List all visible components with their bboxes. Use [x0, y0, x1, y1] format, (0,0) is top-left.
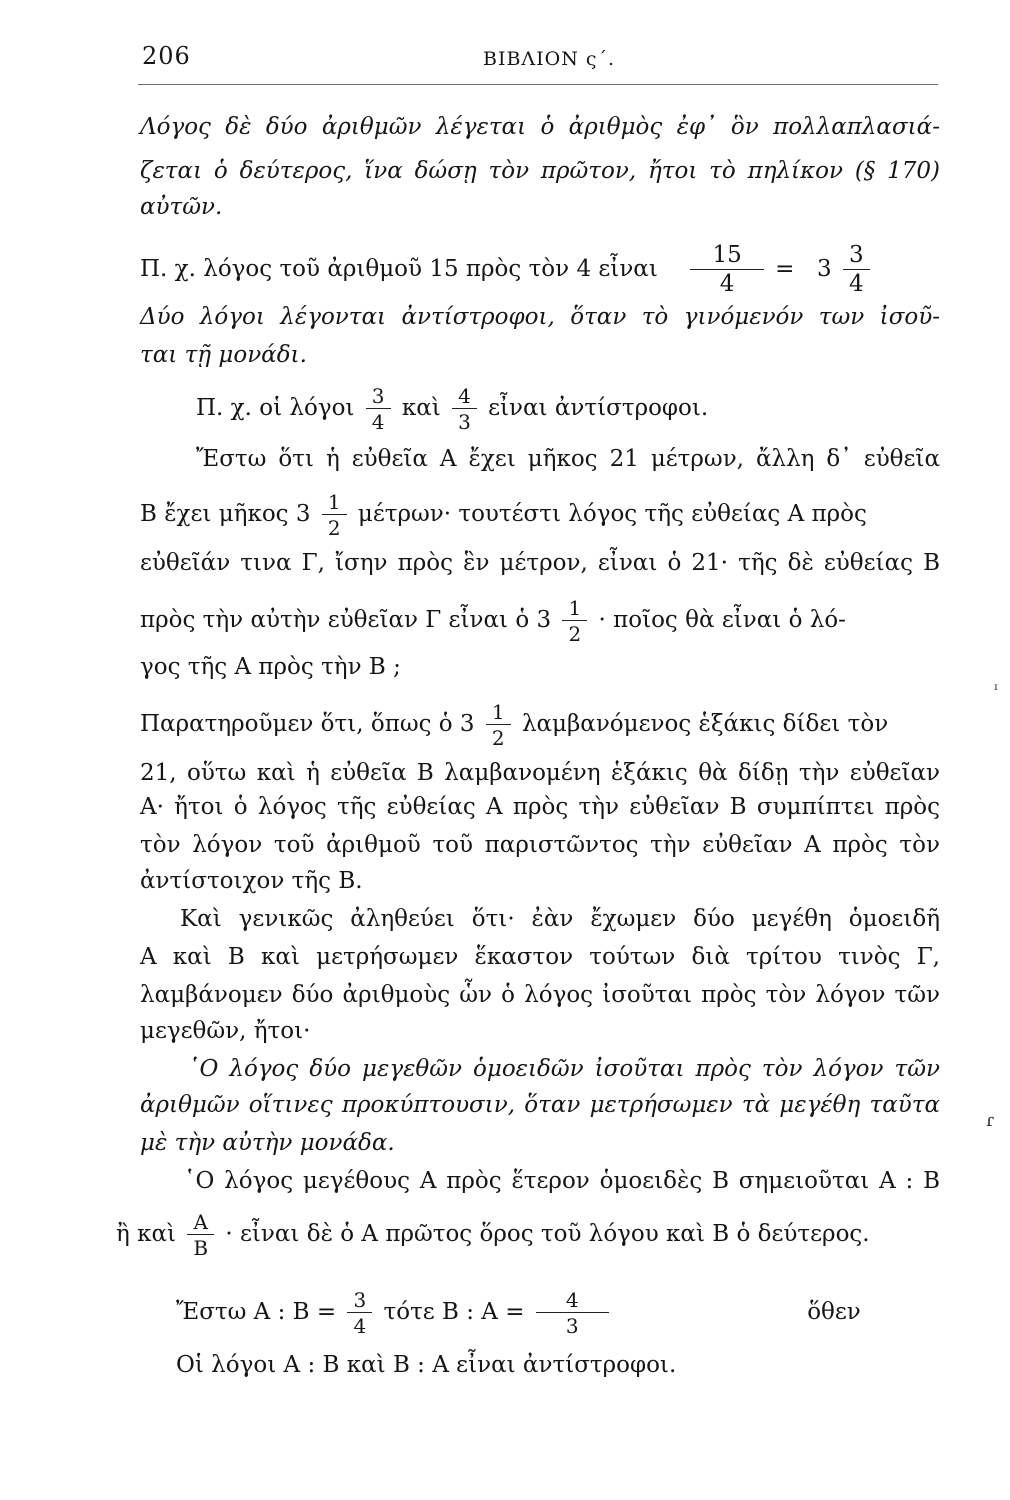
- observation-line-4: τὸν λόγον τοῦ ἀριθμοῦ τοῦ παριστῶντος τὴν εὐθεῖαν Α πρὸς τὸν: [140, 832, 940, 858]
- example-2-conclusion: εἶναι ἀντίστροφοι.: [488, 395, 709, 421]
- fraction-1-2: [322, 492, 347, 538]
- fraction-15-4: [690, 244, 763, 296]
- problem-line-2-start: Β ἔχει μῆκος 3: [140, 501, 311, 527]
- fraction-numerator: 1: [568, 596, 582, 620]
- example-2: [196, 386, 940, 432]
- fraction-denominator: 2: [322, 514, 347, 538]
- fraction-4-3: [536, 1290, 609, 1336]
- problem-line-3: εὐθεῖάν τινα Γ, ἴσην πρὸς ἓν μέτρον, εἶναι ὁ 21· τῆς δὲ εὐθείας Β: [140, 550, 940, 576]
- observation-line-3: Α· ἤτοι ὁ λόγος τῆς εὐθείας Α πρὸς τὴν εὐθεῖαν Β συμπίπτει πρὸς: [140, 794, 940, 820]
- fraction-4-3: [452, 386, 477, 432]
- example-3-end: ὅθεν: [807, 1299, 861, 1325]
- observation-line-1-start: Παρατηροῦμεν ὅτι, ὅπως ὁ 3: [140, 711, 475, 737]
- notation-line-2-end: · εἶναι δὲ ὁ Α πρῶτος ὅρος τοῦ λόγου καὶ Β ὁ δεύτερος.: [225, 1221, 870, 1247]
- fraction-3-4: [366, 386, 391, 432]
- fraction-1-2: [562, 598, 587, 644]
- definition-line-3: αὐτῶν.: [140, 194, 223, 220]
- conjunction-text: καὶ: [401, 395, 441, 421]
- example-3: [176, 1290, 940, 1336]
- general-line-2: Α καὶ Β καὶ μετρήσωμεν ἕκαστον τούτων διὰ τρίτου τινὸς Γ,: [140, 944, 940, 970]
- fraction-numerator: Α: [193, 1210, 208, 1234]
- fraction-A-B: [187, 1212, 214, 1258]
- closing-line: Οἱ λόγοι Α : Β καὶ Β : Α εἶναι ἀντίστροφοι.: [176, 1352, 677, 1378]
- theorem-line-1: ῾Ο λόγος δύο μεγεθῶν ὁμοειδῶν ἰσοῦται πρὸς τὸν λόγον τῶν: [188, 1056, 940, 1082]
- observation-line-1: [140, 702, 940, 748]
- definition-line-2: ζεται ὁ δεύτερος, ἵνα δώσῃ τὸν πρῶτον, ἤτοι τὸ πηλίκον (§ 170): [140, 158, 940, 184]
- fraction-numerator: 1: [327, 490, 341, 514]
- theorem-line-2: ἀριθμῶν οἵτινες προκύπτουσιν, ὅταν μετρήσωμεν τὰ μεγέθη ταῦτα: [140, 1092, 940, 1118]
- fraction-1-2: [486, 702, 511, 748]
- fraction-denominator: 4: [366, 408, 391, 432]
- fraction-3-4: [347, 1290, 372, 1336]
- mixed-whole: 3: [816, 256, 832, 282]
- fraction-denominator: 3: [452, 408, 477, 432]
- problem-line-1: Ἔστω ὅτι ἡ εὐθεῖα Α ἔχει μῆκος 21 μέτρων, ἄλλη δ᾽ εὐθεῖα: [196, 446, 940, 472]
- fraction-denominator: 2: [486, 724, 511, 748]
- example-3-start: Ἔστω Α : Β =: [176, 1299, 337, 1325]
- fraction-numerator: 3: [353, 1288, 367, 1312]
- fraction-denominator: 3: [536, 1312, 609, 1336]
- fraction-numerator: 15: [712, 242, 742, 268]
- fraction-denominator: 2: [562, 620, 587, 644]
- example-1: [140, 244, 940, 296]
- problem-line-4: [140, 598, 940, 644]
- theorem-line-3: μὲ τὴν αὐτὴν μονάδα.: [140, 1130, 395, 1156]
- fraction-denominator: 4: [843, 269, 870, 296]
- fraction-numerator: 4: [565, 1288, 579, 1312]
- problem-line-5: γος τῆς Α πρὸς τὴν Β ;: [140, 654, 401, 680]
- example-1-text: Π. χ. λόγος τοῦ ἀριθμοῦ 15 πρὸς τὸν 4 εἶναι: [140, 256, 658, 282]
- observation-line-2: 21, οὕτω καὶ ἡ εὐθεῖα Β λαμβανομένη ἑξάκις θὰ δίδῃ τὴν εὐθεῖαν: [140, 760, 940, 786]
- fraction-numerator: 3: [371, 384, 385, 408]
- example-2-text: Π. χ. οἱ λόγοι: [196, 395, 355, 421]
- fraction-denominator: 4: [347, 1312, 372, 1336]
- page-header: [138, 42, 938, 82]
- header-rule: [138, 84, 938, 85]
- inverse-def-line-2: ται τῇ μονάδι.: [140, 342, 307, 368]
- general-line-1: Καὶ γενικῶς ἀληθεύει ὅτι· ἐὰν ἔχωμεν δύο μεγέθη ὁμοειδῆ: [180, 906, 940, 932]
- notation-line-1: ῾Ο λόγος μεγέθους Α πρὸς ἕτερον ὁμοειδὲς Β σημειοῦται Α : Β: [184, 1168, 940, 1194]
- definition-line-1: Λόγος δὲ δύο ἀριθμῶν λέγεται ὁ ἀριθμὸς ἐφ᾽ ὃν πολλαπλασιά-: [140, 114, 940, 140]
- observation-line-1-end: λαμβανόμενος ἑξάκις δίδει τὸν: [521, 711, 889, 737]
- observation-line-5: ἀντίστοιχον τῆς Β.: [140, 868, 363, 894]
- notation-line-2-start: ἢ καὶ: [116, 1221, 177, 1247]
- general-line-3: λαμβάνομεν δύο ἀριθμοὺς ὧν ὁ λόγος ἰσοῦται πρὸς τὸν λόγον τῶν: [140, 982, 940, 1008]
- problem-line-2-end: μέτρων· τουτέστι λόγος τῆς εὐθείας Α πρὸς: [357, 501, 867, 527]
- running-title: ΒΙΒΛΙΟΝ ς΄.: [483, 48, 616, 70]
- fraction-numerator: 4: [458, 384, 471, 408]
- inverse-def-line-1: Δύο λόγοι λέγονται ἀντίστροφοι, ὅταν τὸ γινόμενόν των ἰσοῦ-: [140, 304, 940, 330]
- margin-mark: ᶦ: [994, 680, 999, 701]
- problem-line-2: [140, 492, 940, 538]
- equals-sign: =: [775, 256, 795, 282]
- fraction-3-4: [843, 244, 870, 296]
- fraction-denominator: 4: [690, 269, 763, 296]
- problem-line-4-start: πρὸς τὴν αὐτὴν εὐθεῖαν Γ εἶναι ὁ 3: [140, 607, 552, 633]
- fraction-numerator: 3: [848, 242, 864, 268]
- fraction-numerator: 1: [491, 700, 505, 724]
- fraction-denominator: Β: [187, 1234, 214, 1258]
- general-line-4: μεγεθῶν, ἤτοι·: [140, 1018, 311, 1044]
- example-3-middle: τότε Β : Α =: [383, 1299, 525, 1325]
- margin-mark: ɾ: [986, 1110, 995, 1131]
- page-number: 206: [142, 42, 191, 70]
- problem-line-4-end: · ποῖος θὰ εἶναι ὁ λό-: [598, 607, 846, 633]
- notation-line-2: [116, 1212, 940, 1258]
